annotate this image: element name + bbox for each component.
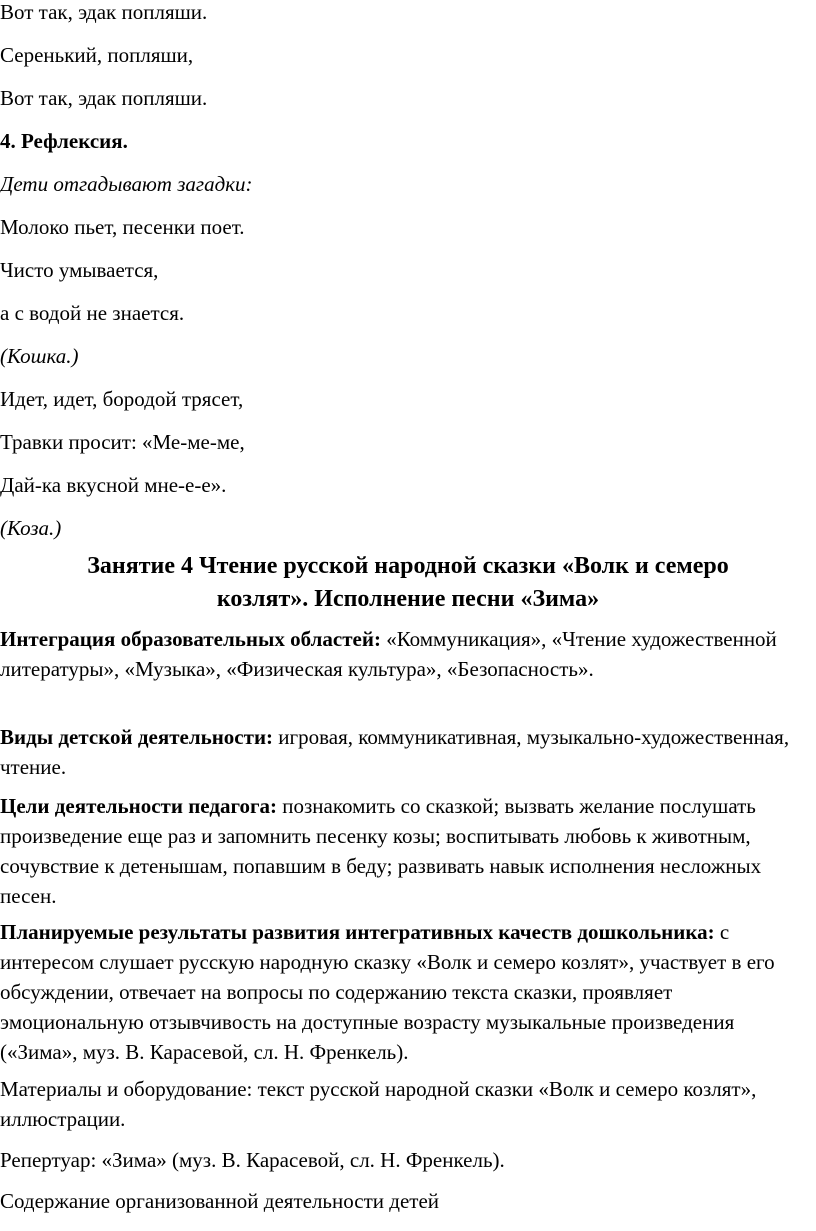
poem-line: Вот так, эдак попляши. (0, 0, 208, 24)
results-label: Планируемые результаты развития интегративных качеств дошкольника: (0, 920, 715, 944)
riddle-answer: (Коза.) (0, 516, 62, 540)
integration-label: Интеграция образовательных областей: (0, 627, 381, 651)
activities-paragraph (0, 722, 816, 782)
riddle-line: Травки просит: «Ме-ме-ме, (0, 430, 245, 454)
integration-paragraph (0, 624, 816, 684)
activities-text: игровая, коммуникативная, музыкально-художественная, чтение. (0, 725, 790, 779)
riddle-line: Молоко пьет, песенки поет. (0, 215, 245, 239)
integration-text: «Коммуникация», «Чтение художественной литературы», «Музыка», «Физическая культура», «Безопасность». (0, 627, 777, 681)
poem-line: Вот так, эдак попляши. (0, 86, 208, 110)
goals-text: познакомить со сказкой; вызвать желание послушать произведение еще раз и запомнить песенку козы; воспитывать любовь к животным, сочувствие к детенышам, попавшим в беду; развивать навык исполнения несложных песен. (0, 794, 762, 908)
poem-line: Серенький, попляши, (0, 43, 194, 67)
results-text: с интересом слушает русскую народную сказку «Волк и семеро козлят», участвует в его обсуждении, отвечает на вопросы по содержанию текста сказки, проявляет эмоциональную отзывчивость на доступные возрасту музыкальные произведения («Зима», муз. В. Карасевой, сл. Н. Френкель). (0, 920, 775, 1064)
content-paragraph: Содержание организованной деятельности детей (0, 1189, 440, 1213)
riddle-line: Идет, идет, бородой трясет, (0, 387, 244, 411)
section-intro: Дети отгадывают загадки: (0, 172, 253, 196)
lesson-heading (0, 550, 816, 616)
section-title: 4. Рефлексия. (0, 129, 128, 153)
lesson-heading-line: козлят». Исполнение песни «Зима» (216, 586, 600, 612)
activities-label: Виды детской деятельности: (0, 725, 274, 749)
goals-paragraph (0, 791, 816, 911)
materials-paragraph: Материалы и оборудование: текст русской народной сказки «Волк и семеро козлят», иллюстрации. (0, 1077, 757, 1131)
riddle-line: Чисто умывается, (0, 258, 159, 282)
riddle-answer: (Кошка.) (0, 344, 79, 368)
goals-label: Цели деятельности педагога: (0, 794, 278, 818)
lesson-heading-line: Занятие 4 Чтение русской народной сказки «Волк и семеро (87, 553, 729, 579)
riddle-line: Дай-ка вкусной мне-е-е». (0, 473, 227, 497)
riddle-line: а с водой не знается. (0, 301, 185, 325)
results-paragraph (0, 917, 816, 1067)
repertoire-paragraph: Репертуар: «Зима» (муз. В. Карасевой, сл. Н. Френкель). (0, 1148, 505, 1172)
